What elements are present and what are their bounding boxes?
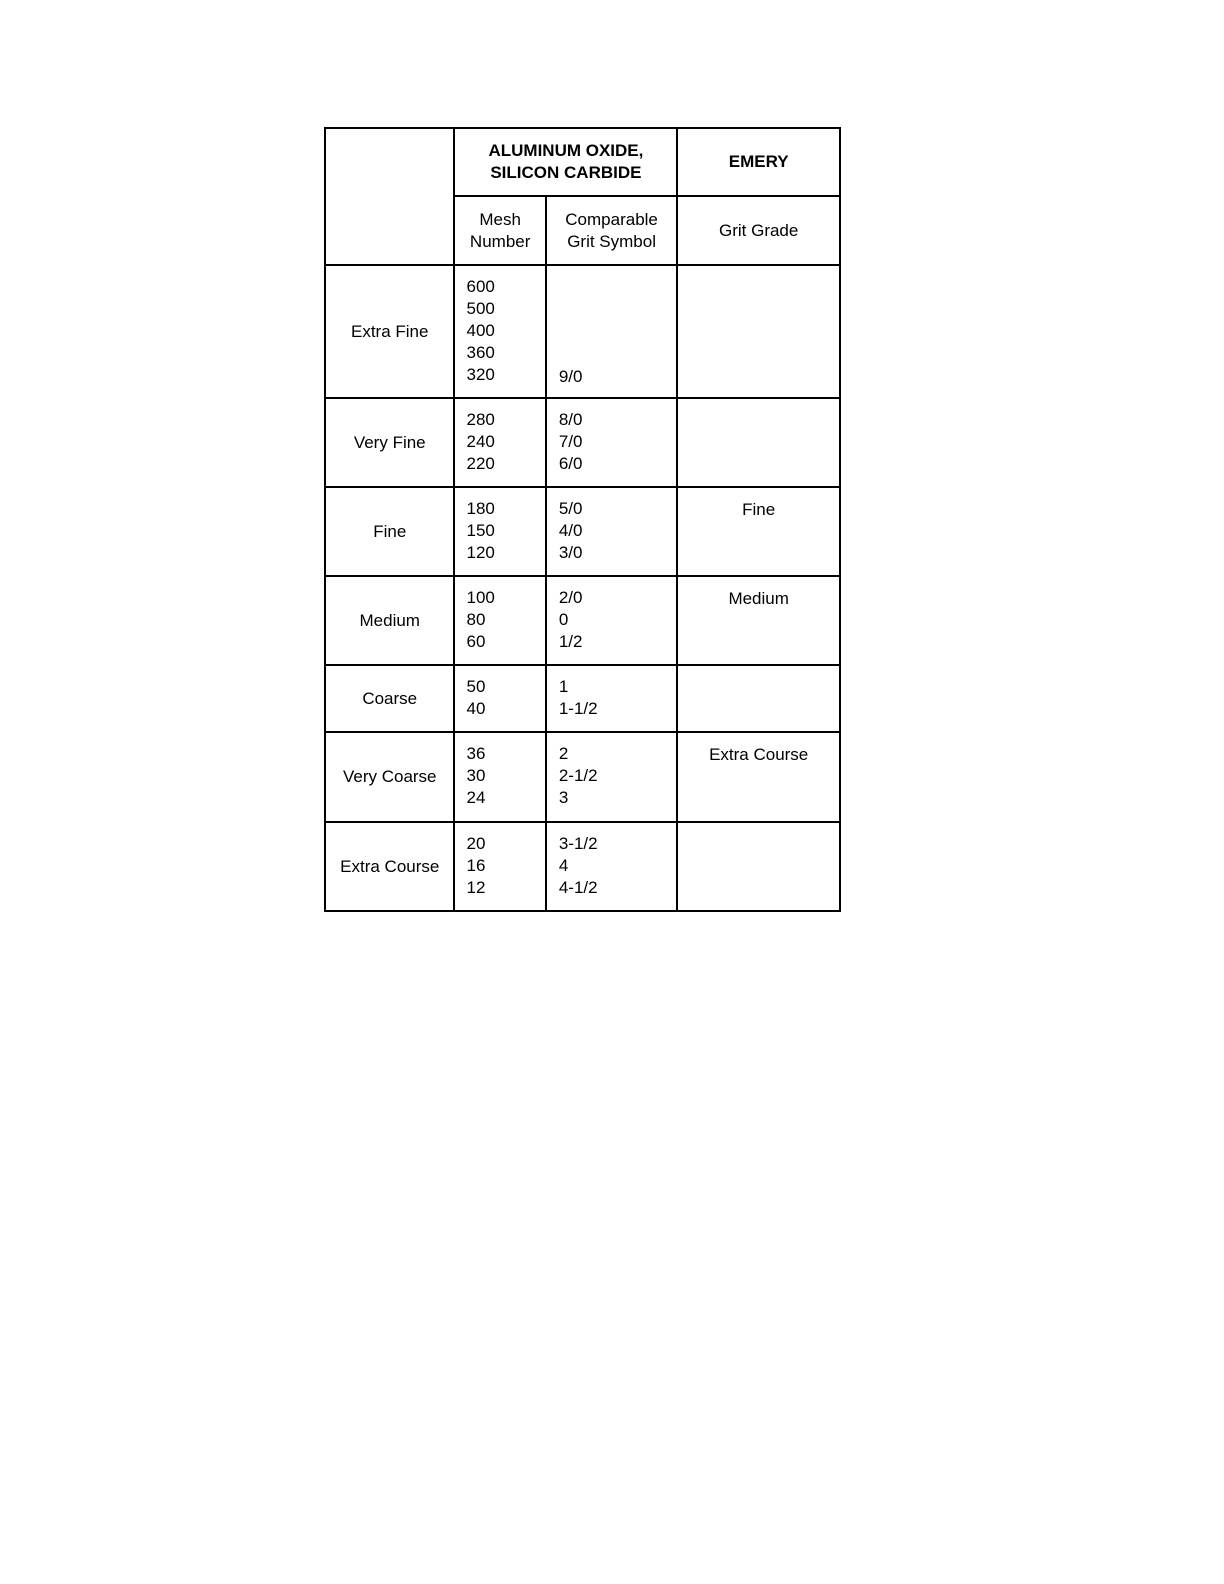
list-value: 60 [466,632,486,651]
corner-cell [325,128,454,265]
list-value: 500 [466,299,495,318]
list-value: 600 [466,277,495,296]
list-value: 2 [558,744,569,763]
grade-label: Very Coarse [325,732,454,822]
list-value: 7/0 [558,432,583,451]
list-value: 0 [558,610,569,629]
mesh-numbers [454,665,545,732]
list-value: 36 [466,744,486,763]
list-value: 80 [466,610,486,629]
list-value: 2/0 [558,588,583,607]
text-line: SILICON CARBIDE [490,163,642,182]
header-emery: EMERY [677,128,840,196]
list-value: 12 [466,878,486,897]
list-value: 4/0 [558,521,583,540]
list-value: 120 [466,543,495,562]
grade-label: Fine [325,487,454,576]
list-value: 400 [466,321,495,340]
header-aluminum-oxide-silicon-carbide [454,128,677,196]
list-value: 40 [466,699,486,718]
emery-grade [677,265,840,398]
grit-symbols [546,398,678,487]
list-value: 2-1/2 [558,766,598,785]
list-value: 3/0 [558,543,583,562]
header-row-1 [325,128,840,196]
mesh-numbers [454,732,545,822]
table-row [325,576,840,665]
grit-symbols [546,265,678,398]
table-row [325,487,840,576]
text-line: Number [469,231,531,251]
list-value: 8/0 [558,410,583,429]
grade-label: Medium [325,576,454,665]
list-value: 16 [466,856,486,875]
table-row [325,398,840,487]
text-line: Comparable [565,209,658,229]
table-row [325,265,840,398]
table-row [325,822,840,911]
list-value: 20 [466,834,486,853]
text-line: Grit Symbol [567,231,656,251]
header-grit-grade: Grit Grade [677,196,840,265]
text-line: Mesh [479,209,521,229]
grit-symbols [546,576,678,665]
grit-symbols [546,487,678,576]
list-value: 1 [558,677,569,696]
text-line: ALUMINUM OXIDE, [488,141,644,160]
header-comparable-grit-symbol [546,196,678,265]
table-row [325,732,840,822]
list-value: 240 [466,432,495,451]
grit-symbols [546,732,678,822]
grit-symbols [546,665,678,732]
table-row [325,665,840,732]
list-value: 100 [466,588,495,607]
grade-label: Extra Course [325,822,454,911]
list-value: 4 [558,856,569,875]
header-group-1-line [455,140,676,184]
emery-grade: Medium [677,576,840,665]
list-value: 24 [466,788,486,807]
grade-label: Very Fine [325,398,454,487]
mesh-numbers [454,576,545,665]
emery-grade [677,398,840,487]
list-value: 180 [466,499,495,518]
list-value: 1/2 [558,632,583,651]
mesh-numbers [454,487,545,576]
list-value: 320 [466,365,495,384]
header-mesh-number [454,196,545,265]
list-value: 360 [466,343,495,362]
mesh-numbers [454,398,545,487]
grit-symbols [546,822,678,911]
list-value: 1-1/2 [558,699,598,718]
list-value: 4-1/2 [558,878,598,897]
emery-grade [677,665,840,732]
list-value: 6/0 [558,454,583,473]
list-value: 5/0 [558,499,583,518]
emery-grade: Extra Course [677,732,840,822]
mesh-numbers [454,822,545,911]
grade-label: Extra Fine [325,265,454,398]
emery-grade: Fine [677,487,840,576]
emery-grade [677,822,840,911]
abrasive-grit-table [324,127,841,912]
list-value: 30 [466,766,486,785]
list-value: 220 [466,454,495,473]
grade-label: Coarse [325,665,454,732]
list-value: 9/0 [558,367,583,386]
mesh-numbers [454,265,545,398]
list-value: 3-1/2 [558,834,598,853]
list-value: 3 [558,788,569,807]
list-value: 150 [466,521,495,540]
list-value: 280 [466,410,495,429]
list-value: 50 [466,677,486,696]
